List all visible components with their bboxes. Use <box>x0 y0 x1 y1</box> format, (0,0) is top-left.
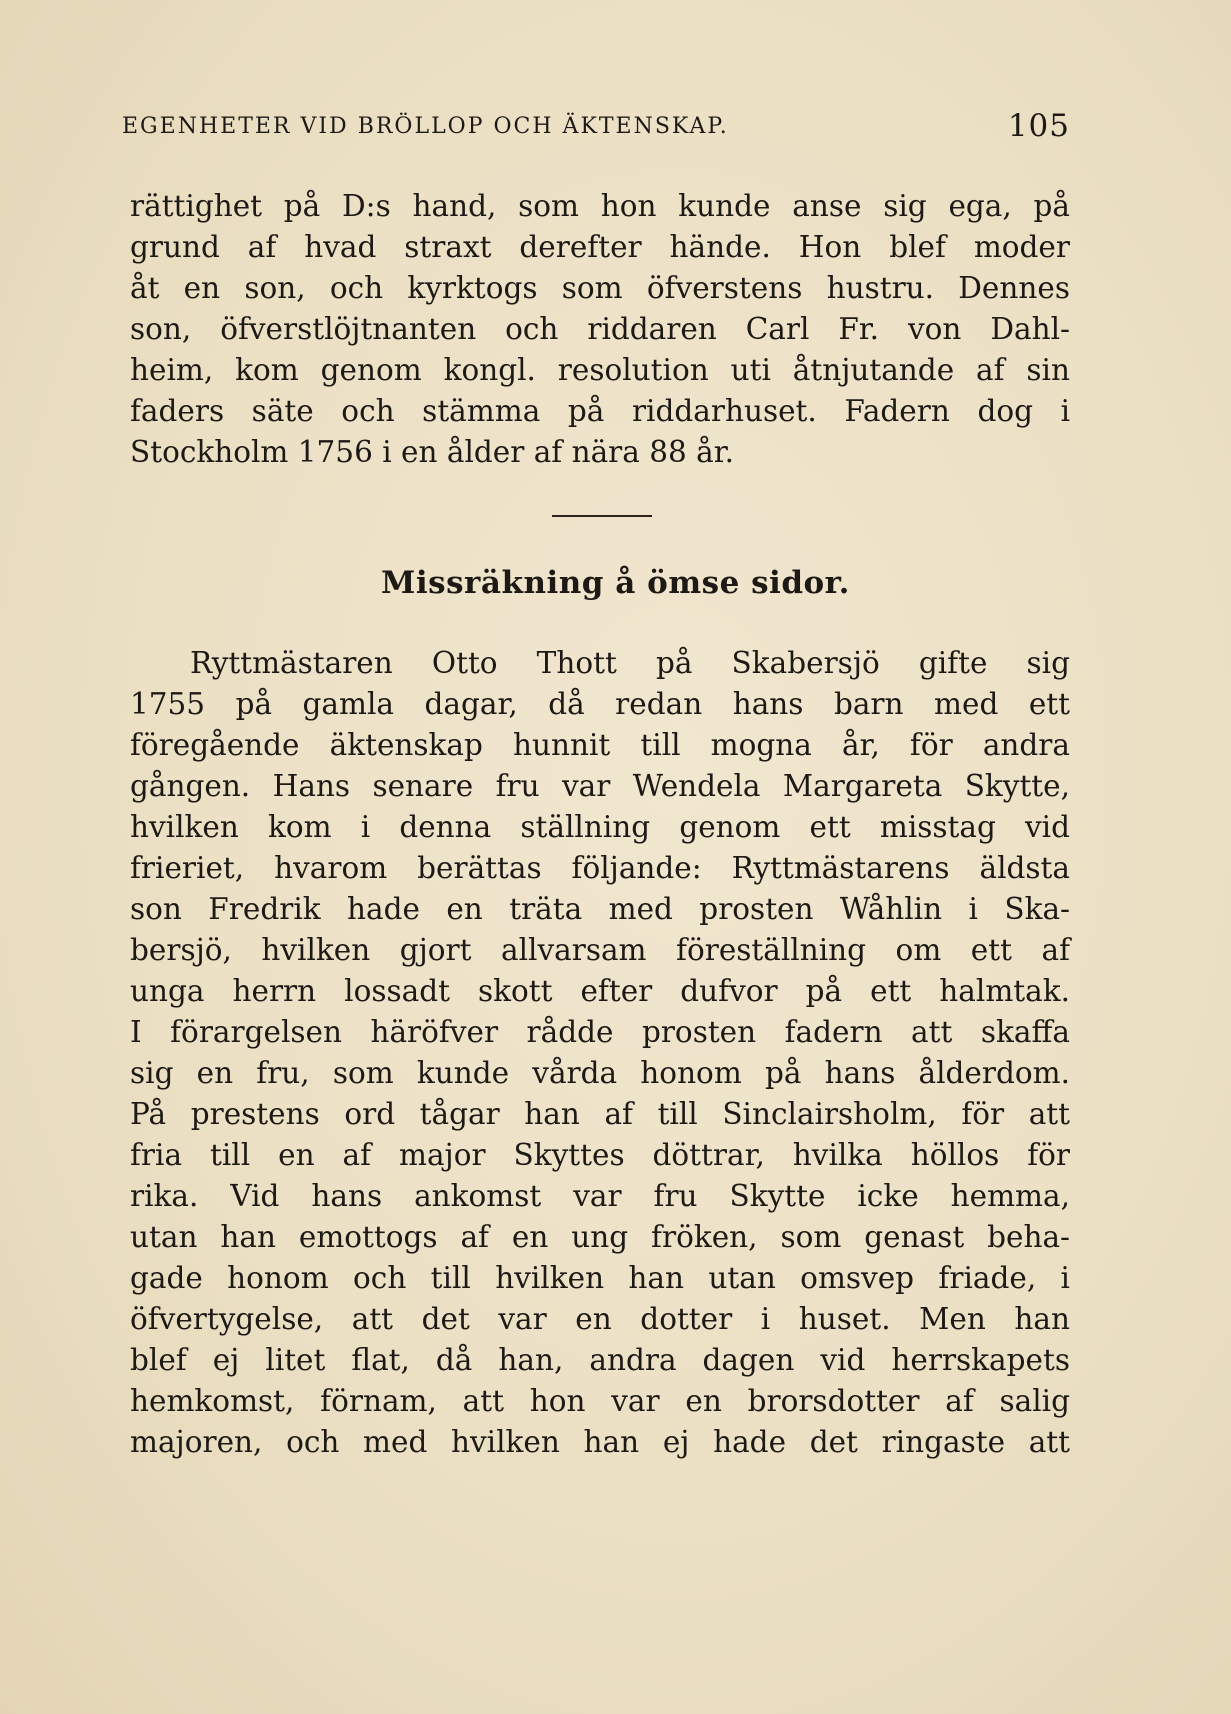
text-line: hvilken kom i denna ställning genom ett misstag vid <box>130 810 1070 844</box>
text-line: son Fredrik hade en träta med prosten Wåhlin i Ska- <box>130 892 1070 926</box>
text-line: unga herrn lossadt skott efter dufvor på ett halmtak. <box>130 974 1070 1008</box>
section-title: Missräkning å ömse sidor. <box>381 565 850 601</box>
text-line: På prestens ord tågar han af till Sinclairsholm, för att <box>130 1097 1070 1131</box>
text-line: öfvertygelse, att det var en dotter i huset. Men han <box>130 1302 1070 1336</box>
running-head: EGENHETER VID BRÖLLOP OCH ÄKTENSKAP. <box>122 114 729 139</box>
text-line: rika. Vid hans ankomst var fru Skytte icke hemma, <box>130 1179 1070 1213</box>
text-line: gången. Hans senare fru var Wendela Margareta Skytte, <box>130 769 1070 803</box>
text-line: grund af hvad straxt derefter hände. Hon blef moder <box>130 230 1070 264</box>
text-line: rättighet på D:s hand, som hon kunde anse sig ega, på <box>130 189 1070 223</box>
paragraph-main <box>130 643 1070 1463</box>
text-line: utan han emottogs af en ung fröken, som genast beha- <box>130 1220 1070 1254</box>
text-line: gade honom och till hvilken han utan omsvep friade, i <box>130 1261 1070 1295</box>
paragraph-continued <box>130 186 1070 473</box>
text-line: son, öfverstlöjtnanten och riddaren Carl Fr. von Dahl- <box>130 312 1070 346</box>
text-line: Ryttmästaren Otto Thott på Skabersjö gifte sig <box>190 646 1070 680</box>
text-line: föregående äktenskap hunnit till mogna år, för andra <box>130 728 1070 762</box>
text-line: heim, kom genom kongl. resolution uti åtnjutande af sin <box>130 353 1070 387</box>
text-line: bersjö, hvilken gjort allvarsam föreställning om ett af <box>130 933 1070 967</box>
text-line: hemkomst, förnam, att hon var en brorsdotter af salig <box>130 1384 1070 1418</box>
text-line: åt en son, och kyrktogs som öfverstens hustru. Dennes <box>130 271 1070 305</box>
text-line: faders säte och stämma på riddarhuset. Fadern dog i <box>130 394 1070 428</box>
section-divider <box>552 515 652 517</box>
text-line: 1755 på gamla dagar, då redan hans barn med ett <box>130 687 1070 721</box>
text-line: sig en fru, som kunde vårda honom på hans ålderdom. <box>130 1056 1070 1090</box>
text-line: frieriet, hvarom berättas följande: Ryttmästarens äldsta <box>130 851 1070 885</box>
page-header <box>122 108 1070 152</box>
page-number: 105 <box>1007 108 1070 144</box>
text-line: majoren, och med hvilken han ej hade det ringaste att <box>130 1425 1070 1459</box>
text-line: fria till en af major Skyttes döttrar, hvilka höllos för <box>130 1138 1070 1172</box>
text-line: I förargelsen häröfver rådde prosten fadern att skaffa <box>130 1015 1070 1049</box>
text-line: blef ej litet flat, då han, andra dagen vid herrskapets <box>130 1343 1070 1377</box>
text-line: Stockholm 1756 i en ålder af nära 88 år. <box>130 435 734 469</box>
